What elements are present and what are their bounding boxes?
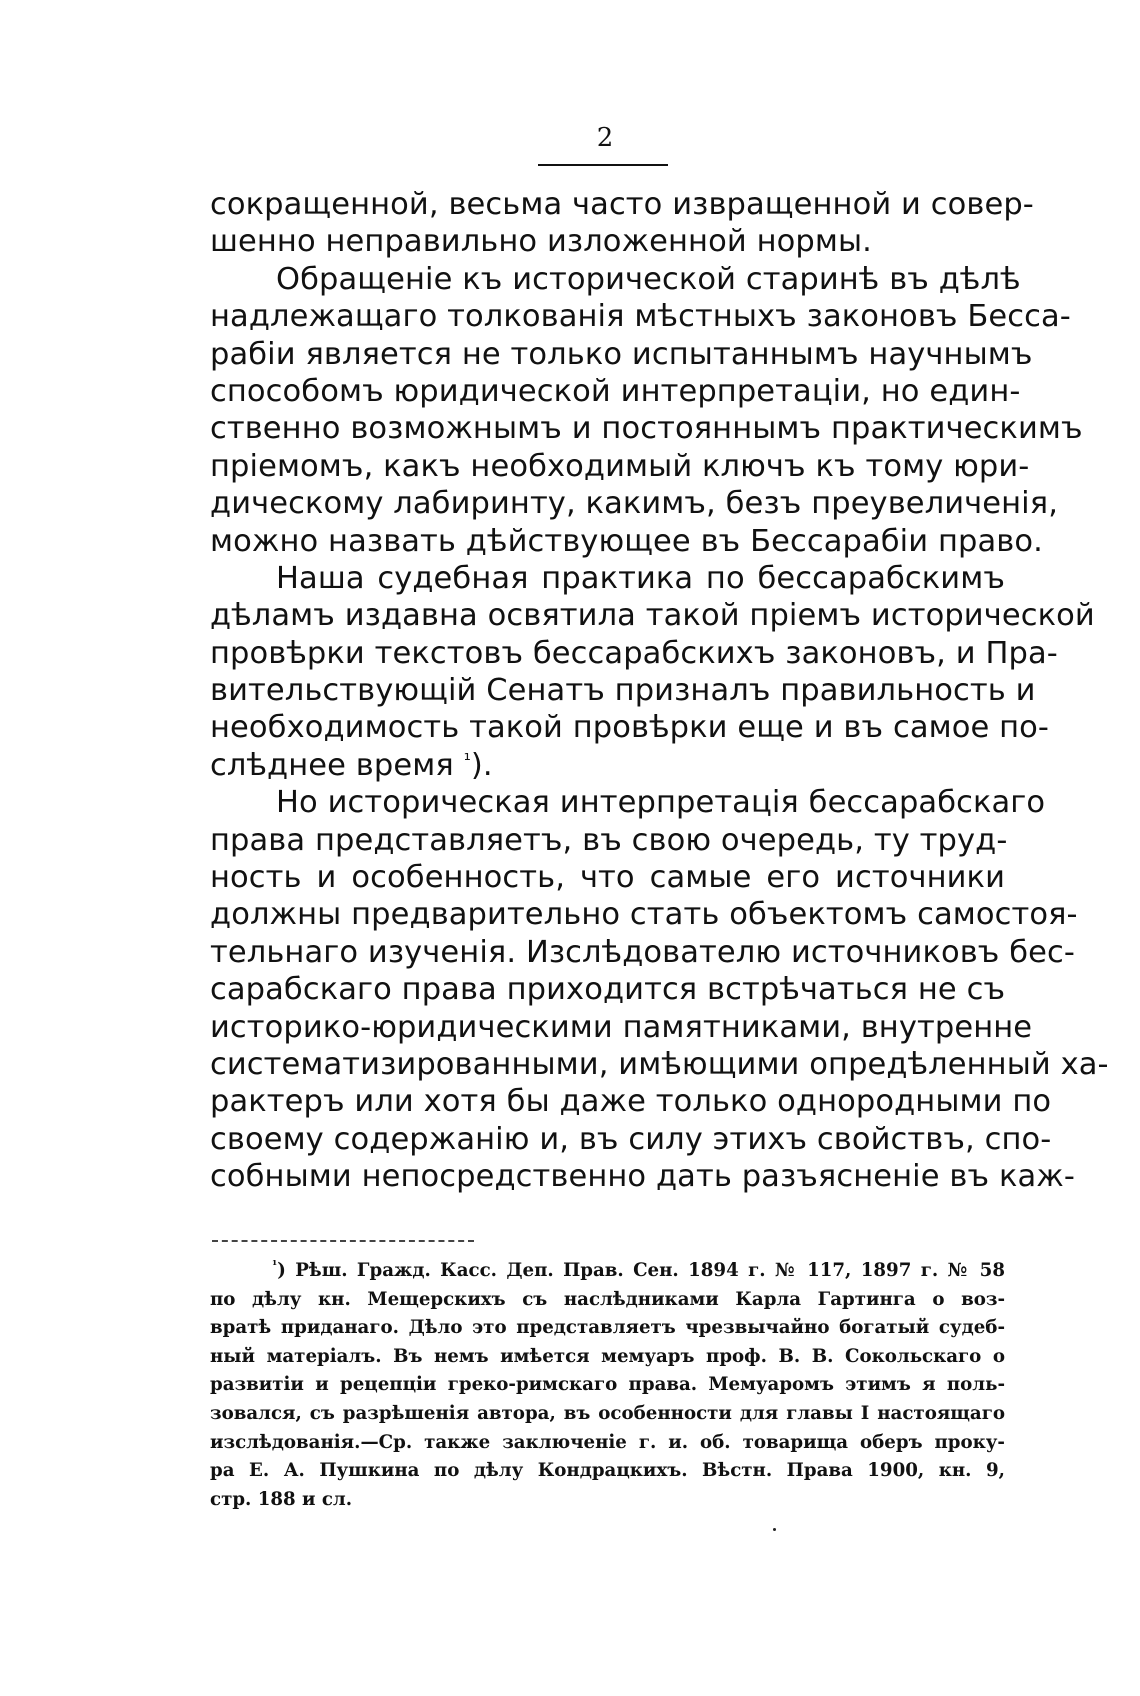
footnote-line xyxy=(210,1400,1005,1429)
text-line xyxy=(210,971,1005,1008)
text-line-content: ность и особенность, что самые его источники xyxy=(210,860,1005,896)
text-line-content: можно назвать дѣйствующее въ Бессарабіи право. xyxy=(210,523,1043,559)
text-line xyxy=(210,1009,1033,1046)
footnote-line-content: по дѣлу кн. Мещерскихъ съ наслѣдниками Карла Гартинга о воз- xyxy=(210,1288,1005,1310)
print-speck xyxy=(773,1528,776,1531)
text-line-content: провѣрки текстовъ бессарабскихъ законовъ, и Пра- xyxy=(210,635,1058,671)
text-line-content: вительствующій Сенатъ призналъ правильность и xyxy=(210,673,1036,709)
footnote-line-content: зовался, съ разрѣшенія автора, въ особенности для главы I настоящаго xyxy=(210,1402,1005,1424)
text-line xyxy=(210,448,1030,485)
text-line xyxy=(210,709,1050,746)
text-line-content: сокращенной, весьма часто извращенной и совер- xyxy=(210,187,1034,222)
footnote-separator xyxy=(212,1240,474,1242)
text-line xyxy=(210,859,1005,896)
footnote-line xyxy=(210,1486,1005,1515)
text-line-content: рабіи является не только испытаннымъ научнымъ xyxy=(210,336,1033,372)
page-number-underline xyxy=(538,164,668,166)
text-line-content: тельнаго изученія. Изслѣдователю источниковъ бес- xyxy=(210,934,1075,970)
text-line-content: историко-юридическими памятниками, внутренне xyxy=(210,1009,1033,1045)
footnote-line-content: ра Е. А. Пушкина по дѣлу Кондрацкихъ. Вѣстн. Права 1900, кн. 9, xyxy=(210,1460,1005,1482)
text-line-content: дическому лабиринту, какимъ, безъ преувеличенія, xyxy=(210,486,1059,522)
text-line xyxy=(210,597,1095,634)
text-line-content: дѣламъ издавна освятила такой пріемъ исторической xyxy=(210,598,1095,634)
main-text xyxy=(210,186,1109,1196)
footnote-line xyxy=(210,1429,1005,1458)
text-line-content: шенно неправильно изложенной нормы. xyxy=(210,224,872,260)
text-line xyxy=(210,298,1071,335)
text-line xyxy=(210,635,1058,672)
footnote-line xyxy=(210,1457,1005,1486)
footnote-line-content: стр. 188 и сл. xyxy=(210,1488,353,1510)
text-line-content: необходимость такой провѣрки еще и въ самое по- xyxy=(210,710,1050,746)
text-line-content: систематизированными, имѣющими опредѣленный ха- xyxy=(210,1046,1109,1082)
text-line-content: ственно возможнымъ и постояннымъ практическимъ xyxy=(210,411,1083,447)
text-line-content: должны предварительно стать объектомъ самостоя- xyxy=(210,897,1078,933)
text-line xyxy=(210,410,1083,447)
text-line-content: Наша судебная практика по бессарабскимъ xyxy=(276,560,1005,596)
text-line-content: рактеръ или хотя бы даже только однородными по xyxy=(210,1084,1052,1120)
text-line xyxy=(210,784,1046,821)
text-line-content: собными непосредственно дать разъясненіе въ каж- xyxy=(210,1159,1075,1195)
text-line-content: способомъ юридической интерпретаціи, но един- xyxy=(210,373,1021,409)
footnote-line-content: изслѣдованія.—Ср. также заключеніе г. и. об. товарища оберъ проку- xyxy=(210,1431,1005,1453)
footnote-line xyxy=(210,1286,1005,1315)
text-line-tail: ). xyxy=(470,747,493,783)
text-line xyxy=(210,747,1005,784)
text-line xyxy=(210,223,1005,260)
text-line-content: Обращеніе къ исторической старинѣ въ дѣлѣ xyxy=(276,261,1021,297)
footnote-line xyxy=(210,1343,1005,1372)
text-line xyxy=(210,934,1075,971)
text-line-content: сарабскаго права приходится встрѣчаться не съ xyxy=(210,972,1006,1008)
text-line-content: надлежащаго толкованія мѣстныхъ законовъ Бесса- xyxy=(210,299,1071,335)
text-line xyxy=(210,560,1005,597)
text-line xyxy=(210,1158,1075,1195)
footnote-line xyxy=(210,1371,1005,1400)
text-line xyxy=(210,896,1078,933)
footnote-reference: ¹ xyxy=(463,749,471,771)
footnote-line-content: развитіи и рецепціи греко-римскаго права. Мемуаромъ этимъ я поль- xyxy=(210,1374,1005,1396)
text-line xyxy=(210,822,1008,859)
text-line-content: своему содержанію и, въ силу этихъ свойствъ, спо- xyxy=(210,1121,1052,1157)
footnote xyxy=(210,1257,1005,1514)
text-line xyxy=(210,261,1021,298)
text-line xyxy=(210,1046,1109,1083)
text-line xyxy=(210,485,1059,522)
text-line xyxy=(210,1121,1052,1158)
text-line-content: пріемомъ, какъ необходимый ключъ къ тому юри- xyxy=(210,448,1030,484)
text-line xyxy=(210,373,1021,410)
footnote-line xyxy=(210,1257,1005,1286)
text-line xyxy=(210,1083,1052,1120)
footnote-line-content: вратѣ приданаго. Дѣло это представляетъ чрезвычайно богатый судеб- xyxy=(210,1317,1005,1339)
text-line-content: права представляетъ, въ свою очередь, ту труд- xyxy=(210,822,1008,858)
footnote-line-content: ный матеріалъ. Въ немъ имѣется мемуаръ проф. В. В. Сокольскаго о xyxy=(210,1345,1005,1367)
footnote-marker: ¹ xyxy=(272,1258,278,1272)
text-line-content: Но историческая интерпретація бессарабскаго xyxy=(276,785,1046,821)
text-line xyxy=(210,523,1043,560)
text-line xyxy=(210,672,1036,709)
text-line-content: слѣднее время xyxy=(210,747,454,783)
footnote-line xyxy=(210,1314,1005,1343)
page-number: 2 xyxy=(596,123,614,153)
text-line xyxy=(210,336,1033,373)
text-line xyxy=(210,186,1034,223)
footnote-line-content: ) Рѣш. Гражд. Касс. Деп. Прав. Сен. 1894 г. № 117, 1897 г. № 58 xyxy=(277,1260,1005,1281)
